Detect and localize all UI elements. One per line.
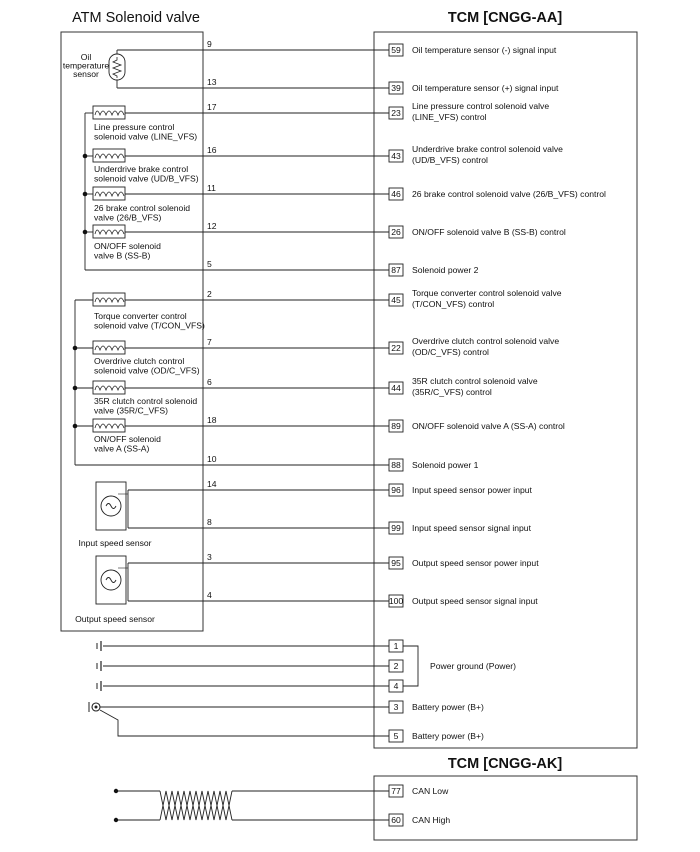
pin-function-label: Output speed sensor power input	[412, 558, 539, 568]
coil-box	[93, 187, 125, 200]
wire-number: 2	[207, 289, 212, 299]
pin-function-label: Input speed sensor power input	[412, 485, 532, 495]
coil-box	[93, 149, 125, 162]
pin-function-label: Oil temperature sensor (+) signal input	[412, 83, 559, 93]
oil-temperature-sensor	[63, 50, 130, 88]
pin-number: 96	[391, 485, 401, 495]
wire-number: 13	[207, 77, 217, 87]
coil-box	[93, 381, 125, 394]
junction-dot	[73, 346, 78, 351]
wire-number: 7	[207, 337, 212, 347]
atm-solenoid-header: ATM Solenoid valve	[72, 10, 200, 26]
solenoid-coil-symbol	[93, 341, 125, 354]
pin-function-label: 35R clutch control solenoid valve (35R/C_VFS) control	[412, 376, 538, 397]
can-label: CAN High	[412, 815, 451, 825]
pin-number: 87	[391, 265, 401, 275]
pin-number: 4	[393, 681, 399, 691]
pin-number: 5	[393, 731, 399, 741]
pin-function-label: Oil temperature sensor (-) signal input	[412, 45, 557, 55]
can-label: CAN Low	[412, 786, 449, 796]
wire-number: 14	[207, 479, 217, 489]
can-junction-dot	[114, 818, 118, 822]
wire-number: 17	[207, 102, 217, 112]
solenoid-coil-symbol	[93, 419, 125, 432]
pin-function-label: Torque converter control solenoid valve (T/CON_VFS) control	[412, 288, 562, 309]
pin-function-label: Output speed sensor signal input	[412, 596, 538, 606]
oil-temperature-sensor-label: Oil temperature sensor	[62, 52, 110, 79]
coil-box	[93, 225, 125, 238]
solenoid-valve-label: ON/OFF solenoid valve A (SS-A)	[94, 434, 161, 454]
pin-number: 44	[391, 383, 401, 393]
wire-number: 10	[207, 454, 217, 464]
tcm-header: TCM [CNGG-AA]	[447, 10, 563, 26]
pin-number: 60	[391, 815, 401, 825]
tcm2-header: TCM [CNGG-AK]	[447, 756, 563, 772]
solenoid-valve-label: Torque converter control solenoid valve (T/CON_VFS)	[94, 311, 205, 331]
pin-number: 39	[391, 83, 401, 93]
speed-sensor	[78, 482, 151, 548]
wire-number: 16	[207, 145, 217, 155]
pin-number: 77	[391, 786, 401, 796]
wire-number: 5	[207, 259, 212, 269]
wire-number: 3	[207, 552, 212, 562]
battery-terminal-dot	[95, 706, 98, 709]
coil-box	[93, 106, 125, 119]
pin-function-label: Input speed sensor signal input	[412, 523, 531, 533]
solenoid-coil-symbol	[93, 381, 125, 394]
junction-dot	[73, 424, 78, 429]
speed-sensor-label: Output speed sensor	[75, 614, 155, 624]
can-junction-dot	[114, 789, 118, 793]
wire-number: 4	[207, 590, 212, 600]
pin-number: 100	[388, 596, 404, 606]
battery-label: Battery power (B+)	[412, 702, 484, 712]
components-group	[63, 50, 205, 822]
solenoid-coil-symbol	[93, 106, 125, 119]
coil-box	[93, 293, 125, 306]
pin-function-label: Solenoid power 1	[412, 460, 479, 470]
speed-sensor-label: Input speed sensor	[78, 538, 152, 548]
battery-label: Battery power (B+)	[412, 731, 484, 741]
solenoid-valve-label: ON/OFF solenoid valve B (SS-B)	[94, 241, 161, 261]
wire-number: 18	[207, 415, 217, 425]
solenoid-coil-symbol	[93, 293, 125, 306]
pin-function-label: 26 brake control solenoid valve (26/B_VFS) control	[412, 189, 606, 199]
pin-number: 43	[391, 151, 401, 161]
solenoid-valve-label: Underdrive brake control solenoid valve (UD/B_VFS)	[94, 164, 199, 184]
pin-number: 3	[393, 702, 399, 712]
pin-number: 2	[393, 661, 399, 671]
wire-number: 11	[207, 183, 216, 193]
wire-number: 9	[207, 39, 212, 49]
battery-wire	[100, 710, 389, 736]
speed-sensor	[75, 556, 155, 624]
solenoid-valve-label: 35R clutch control solenoid valve (35R/C_VFS)	[94, 396, 198, 416]
solenoid-valve-label: Overdrive clutch control solenoid valve (OD/C_VFS)	[94, 356, 200, 376]
pin-function-label: Solenoid power 2	[412, 265, 479, 275]
pin-function-label: Underdrive brake control solenoid valve (UD/B_VFS) control	[412, 144, 563, 165]
pins-group	[389, 44, 606, 826]
pin-number: 59	[391, 45, 401, 55]
pin-number: 88	[391, 460, 401, 470]
solenoid-valve-label: 26 brake control solenoid valve (26/B_VFS)	[94, 203, 191, 223]
solenoid-coil-symbol	[93, 187, 125, 200]
junction-dot	[83, 154, 88, 159]
pin-number: 1	[393, 641, 399, 651]
pin-number: 95	[391, 558, 401, 568]
pin-number: 22	[391, 343, 401, 353]
pin-function-label: Line pressure control solenoid valve (LINE_VFS) control	[412, 101, 550, 122]
pin-number: 89	[391, 421, 401, 431]
junction-dot	[83, 192, 88, 197]
pin-function-label: ON/OFF solenoid valve B (SS-B) control	[412, 227, 566, 237]
pin-number: 26	[391, 227, 401, 237]
pin-number: 23	[391, 108, 401, 118]
pin-function-label: Overdrive clutch control solenoid valve (OD/C_VFS) control	[412, 336, 560, 357]
coil-box	[93, 341, 125, 354]
pin-function-label: ON/OFF solenoid valve A (SS-A) control	[412, 421, 565, 431]
solenoid-valve-label: Line pressure control solenoid valve (LINE_VFS)	[94, 122, 198, 142]
battery-symbol	[89, 702, 100, 712]
wire-number: 8	[207, 517, 212, 527]
pin-number: 99	[391, 523, 401, 533]
coil-box	[93, 419, 125, 432]
junction-dot	[73, 386, 78, 391]
solenoid-coil-symbol	[93, 225, 125, 238]
pin-number: 45	[391, 295, 401, 305]
junction-dot	[83, 230, 88, 235]
ground-label: Power ground (Power)	[430, 661, 516, 671]
ground-bracket	[403, 646, 418, 686]
wire-number: 12	[207, 221, 217, 231]
solenoid-coil-symbol	[93, 149, 125, 162]
pin-number: 46	[391, 189, 401, 199]
wire-number: 6	[207, 377, 212, 387]
